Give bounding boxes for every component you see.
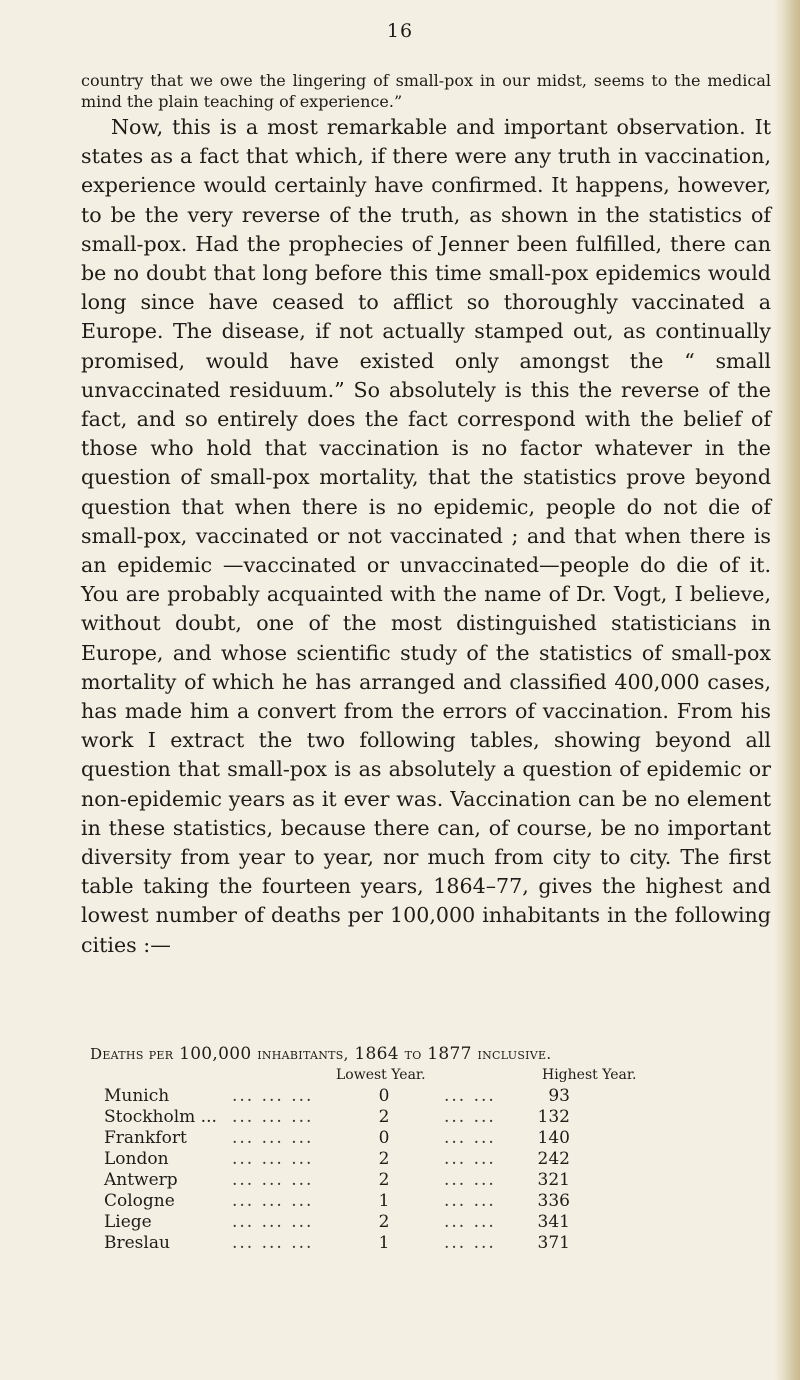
dot-leader: ... ... — [444, 1212, 496, 1232]
dot-leader: ... ... — [444, 1128, 496, 1148]
table-title-end-year: 1877 — [427, 1044, 472, 1064]
page-edge-shadow — [774, 0, 800, 1380]
dot-leader: ... ... ... — [232, 1149, 314, 1169]
highest-value: 341 — [537, 1212, 570, 1232]
dot-leader: ... ... ... — [232, 1212, 314, 1232]
city-name: Frankfort — [104, 1128, 187, 1148]
dot-leader: ... ... ... — [232, 1086, 314, 1106]
table-title-inclusive: inclusive. — [477, 1045, 552, 1063]
dot-leader: ... ... ... — [232, 1233, 314, 1253]
highest-value: 132 — [537, 1107, 570, 1127]
dot-leader: ... ... — [444, 1086, 496, 1106]
highest-value: 336 — [537, 1191, 570, 1211]
table-row — [104, 1191, 724, 1213]
dot-leader: ... ... ... — [232, 1170, 314, 1190]
highest-value: 321 — [537, 1170, 570, 1190]
intro-paragraph: country that we owe the lingering of small-pox in our midst, seems to the medical mind the plain teaching of experience.” — [81, 71, 771, 111]
highest-value: 242 — [537, 1149, 570, 1169]
column-header-lowest: Lowest Year. — [336, 1067, 426, 1083]
main-paragraph: Now, this is a most remarkable and important observation. It states as a fact that which, if there were any truth in vaccination, experience would certainly have confirmed. It happens, however, to be the very reverse of the truth, as shown in the statistics of small-pox. Had the prophecies of Jenner been fulfilled, there can be no doubt that long before this time small-pox epidemics would long since have ceased to afflict so thoroughly vaccinated a Europe. The disease, if not actually stamped out, as continually promised, would have existed only amongst the “ small unvaccinated residuum.” So absolutely is this the reverse of the fact, and so entirely does the fact correspond with the belief of those who hold that vaccination is no factor whatever in the question of small-pox mortality, that the statistics prove beyond question that when there is no epidemic, people do not die of small-pox, vaccinated or not vaccinated ; and that when there is an epidemic —vaccinated or unvaccinated—people do die of it. You are probably acquainted with the name of Dr. Vogt, I believe, without doubt, one of the most distinguished statisticians in Europe, and whose scientific study of the statistics of small-pox mortality of which he has arranged and classified 400,000 cases, has made him a convert from the errors of vaccination. From his work I extract the two following tables, showing beyond all question that small-pox is as absolutely a question of epidemic or non-epidemic years as it ever was. Vaccination can be no element in these statistics, because there can, of course, be no important diversity from year to year, nor much from city to city. The first table taking the fourteen years, 1864–77, gives the highest and lowest number of deaths per 100,000 inhabitants in the following cities :— — [81, 115, 771, 957]
table-title-part2: inhabitants, — [257, 1045, 349, 1063]
table-row — [104, 1170, 724, 1192]
city-name: Antwerp — [104, 1170, 178, 1190]
lowest-value: 2 — [378, 1212, 390, 1232]
dot-leader: ... ... — [444, 1149, 496, 1169]
column-header-highest: Highest Year. — [542, 1067, 637, 1083]
dot-leader: ... ... — [444, 1191, 496, 1211]
highest-value: 371 — [537, 1233, 570, 1253]
table-title-start-year: 1864 — [354, 1044, 399, 1064]
highest-value: 93 — [548, 1086, 570, 1106]
dot-leader: ... ... ... — [232, 1128, 314, 1148]
dot-leader: ... ... — [444, 1170, 496, 1190]
table-title-number: 100,000 — [179, 1044, 252, 1064]
page-number: 16 — [386, 20, 414, 42]
table-row — [104, 1233, 724, 1255]
city-name: Breslau — [104, 1233, 170, 1253]
lowest-value: 2 — [378, 1170, 390, 1190]
dot-leader: ... ... — [444, 1233, 496, 1253]
table-title-to: to — [404, 1045, 422, 1063]
table-row — [104, 1086, 724, 1108]
lowest-value: 0 — [378, 1128, 390, 1148]
dot-leader: ... ... — [444, 1107, 496, 1127]
table-row — [104, 1107, 724, 1129]
body-text — [81, 113, 771, 960]
city-name: London — [104, 1149, 169, 1169]
dot-leader: ... ... ... — [232, 1107, 314, 1127]
lowest-value: 1 — [378, 1191, 390, 1211]
dot-leader: ... ... ... — [232, 1191, 314, 1211]
lowest-value: 0 — [378, 1086, 390, 1106]
table-row — [104, 1149, 724, 1171]
highest-value: 140 — [537, 1128, 570, 1148]
city-name: Stockholm ... — [104, 1107, 217, 1127]
table-row — [104, 1128, 724, 1150]
city-name: Munich — [104, 1086, 170, 1106]
lowest-value: 1 — [378, 1233, 390, 1253]
quotation-ending — [81, 70, 771, 112]
table-title — [90, 1044, 770, 1064]
table-row — [104, 1212, 724, 1234]
city-name: Cologne — [104, 1191, 175, 1211]
city-name: Liege — [104, 1212, 152, 1232]
lowest-value: 2 — [378, 1107, 390, 1127]
table-title-part1: Deaths per — [90, 1045, 174, 1063]
lowest-value: 2 — [378, 1149, 390, 1169]
